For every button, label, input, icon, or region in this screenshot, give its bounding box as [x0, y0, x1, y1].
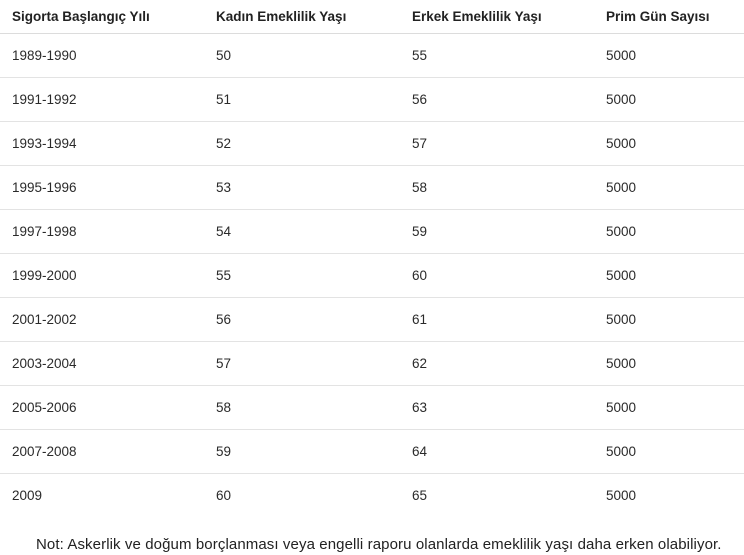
table-row [0, 342, 744, 386]
cell-female-age: 54 [204, 210, 400, 254]
cell-male-age: 57 [400, 122, 594, 166]
cell-female-age: 58 [204, 386, 400, 430]
cell-female-age: 60 [216, 488, 232, 503]
cell-male-age: 59 [400, 210, 594, 254]
cell-premium-days: 5000 [594, 342, 744, 386]
cell-male-age: 62 [400, 342, 594, 386]
cell-start-year: 1999-2000 [0, 254, 204, 298]
cell-start-year: 2001-2002 [0, 298, 204, 342]
table-row [0, 78, 744, 122]
table-header-row [0, 0, 744, 34]
cell-male-age: 56 [400, 78, 594, 122]
cell-premium-days: 5000 [594, 430, 744, 474]
cell-start-year: 2009 [12, 488, 43, 503]
cell-start-year: 1991-1992 [0, 78, 204, 122]
cell-female-age: 50 [204, 34, 400, 78]
cell-premium-days: 5000 [594, 34, 744, 78]
cell-premium-days: 5000 [594, 122, 744, 166]
header-insurance-start-year: Sigorta Başlangıç Yılı [0, 0, 204, 34]
table-row [0, 386, 744, 430]
cell-start-year: 2005-2006 [0, 386, 204, 430]
table-row [0, 34, 744, 78]
cell-female-age: 59 [204, 430, 400, 474]
cell-male-age: 65 [412, 488, 428, 503]
cell-premium-days: 5000 [594, 78, 744, 122]
cell-male-age: 64 [400, 430, 594, 474]
table-row [0, 474, 744, 518]
header-female-retirement-age: Kadın Emeklilik Yaşı [204, 0, 400, 34]
table-row [0, 430, 744, 474]
table-row [0, 122, 744, 166]
cell-premium-days: 5000 [606, 488, 637, 503]
cell-start-year: 1993-1994 [0, 122, 204, 166]
cell-female-age: 53 [204, 166, 400, 210]
cell-start-year: 2007-2008 [0, 430, 204, 474]
cell-premium-days: 5000 [594, 386, 744, 430]
cell-female-age: 52 [204, 122, 400, 166]
footnote: Not: Askerlik ve doğum borçlanması veya engelli raporu olanlarda emeklilik yaşı daha erken olabiliyor. [36, 536, 722, 553]
cell-male-age: 61 [400, 298, 594, 342]
cell-female-age: 57 [204, 342, 400, 386]
cell-premium-days: 5000 [594, 210, 744, 254]
cell-male-age: 55 [400, 34, 594, 78]
table-row [0, 210, 744, 254]
table-row [0, 166, 744, 210]
table-header [0, 0, 744, 34]
cell-premium-days: 5000 [594, 298, 744, 342]
cell-female-age: 51 [204, 78, 400, 122]
cell-female-age: 55 [204, 254, 400, 298]
cell-premium-days: 5000 [594, 166, 744, 210]
table-row [0, 298, 744, 342]
header-male-retirement-age: Erkek Emeklilik Yaşı [400, 0, 594, 34]
cell-start-year: 1995-1996 [0, 166, 204, 210]
table-row [0, 254, 744, 298]
cell-start-year: 2003-2004 [0, 342, 204, 386]
cell-male-age: 58 [400, 166, 594, 210]
header-premium-days: Prim Gün Sayısı [594, 0, 744, 34]
cell-start-year: 1989-1990 [0, 34, 204, 78]
cell-premium-days: 5000 [594, 254, 744, 298]
table-body [0, 34, 744, 518]
cell-start-year: 1997-1998 [0, 210, 204, 254]
cell-male-age: 60 [400, 254, 594, 298]
cell-female-age: 56 [204, 298, 400, 342]
cell-male-age: 63 [400, 386, 594, 430]
